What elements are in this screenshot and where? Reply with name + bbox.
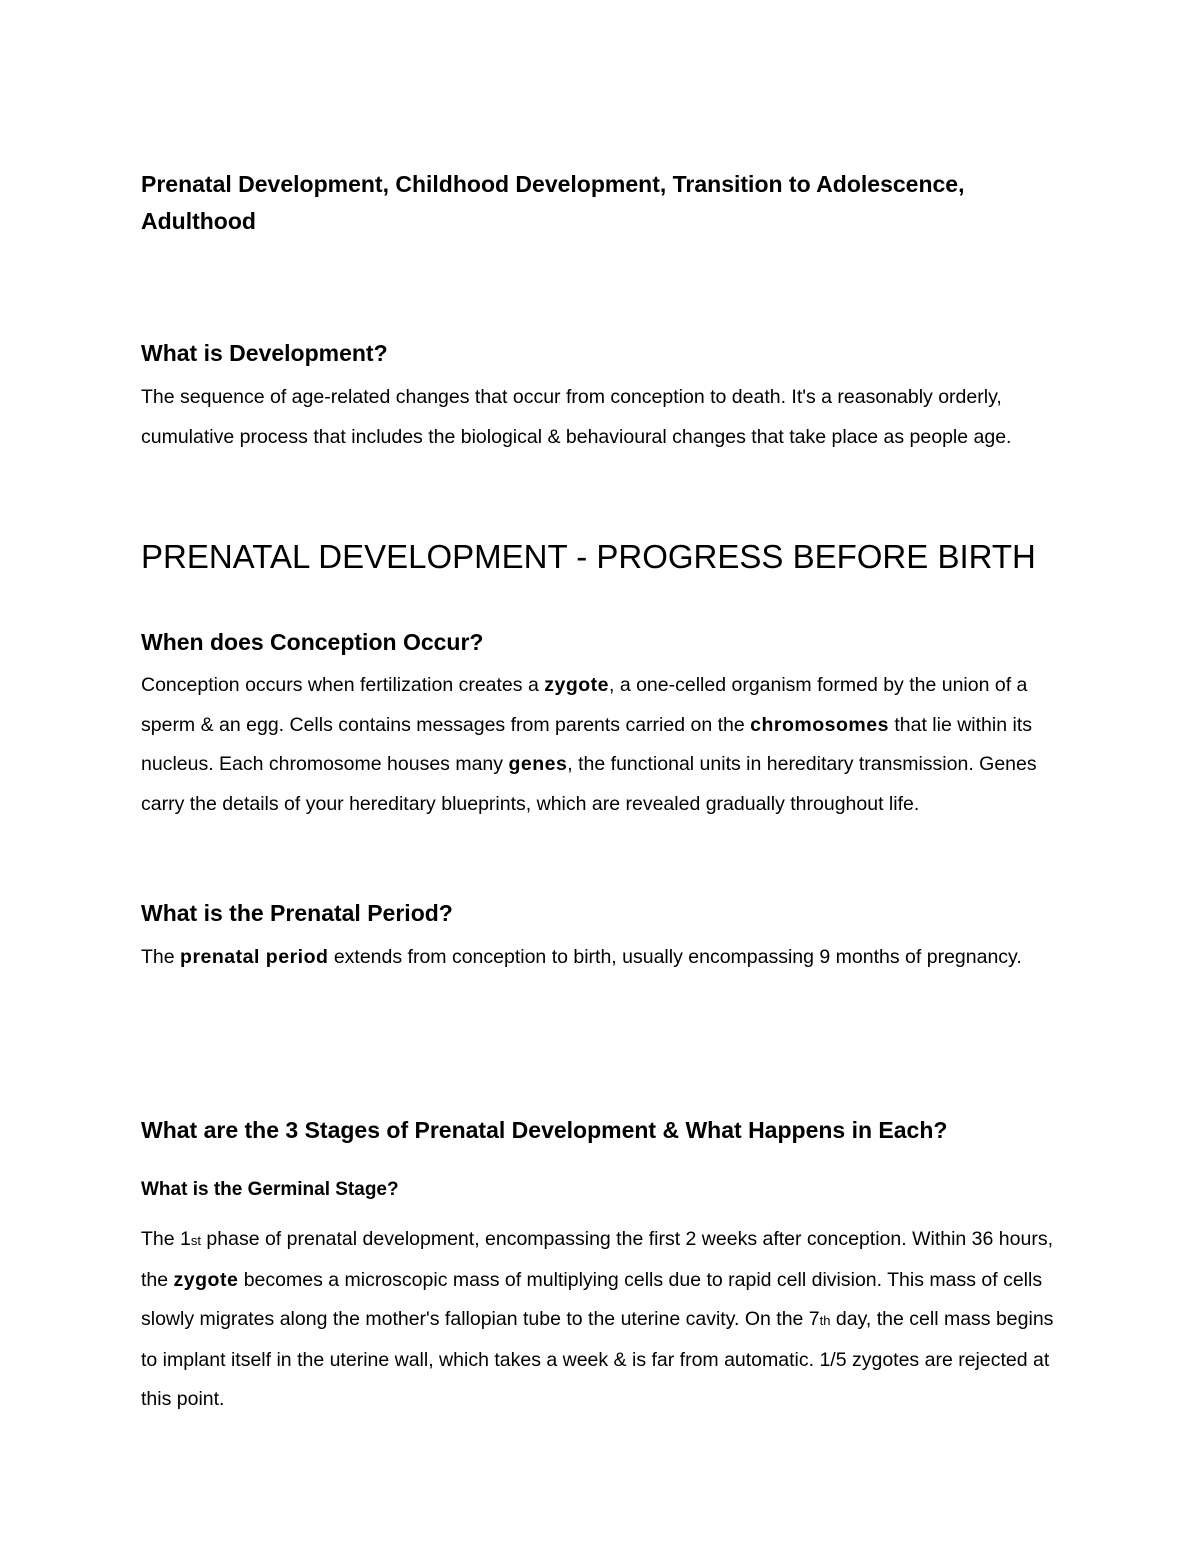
heading-conception: When does Conception Occur? (141, 629, 484, 655)
text-run: , a one-celled organism formed by the union of a sperm & an egg. Cells contains messages from parents carried on the (141, 674, 1028, 736)
text-run: , the functional units in hereditary transmission. Genes carry the details of your hereditary blueprints, which are revealed gradually throughout life. (141, 753, 1037, 815)
paragraph-prenatal-period (141, 937, 1066, 977)
text-run: phase of prenatal development, encompassing the first 2 weeks after conception. Within 36 hours, the (141, 1228, 1053, 1291)
ordinal-suffix: st (190, 1233, 201, 1248)
term-chromosomes: chromosomes (750, 713, 889, 736)
text-run: that lie within its nucleus. Each chromosome houses many (141, 713, 1032, 775)
heading-three-stages: What are the 3 Stages of Prenatal Development & What Happens in Each? (141, 1117, 948, 1143)
heading-prenatal-period: What is the Prenatal Period? (141, 900, 453, 926)
term-zygote: zygote (173, 1268, 239, 1291)
paragraph-conception (141, 666, 1066, 824)
section-heading-prenatal: PRENATAL DEVELOPMENT - PROGRESS BEFORE BIRTH (141, 538, 1036, 575)
term-prenatal-period: prenatal period (180, 946, 329, 968)
text-run: extends from conception to birth, usually encompassing 9 months of pregnancy. (328, 946, 1022, 968)
term-zygote: zygote (544, 674, 609, 696)
heading-germinal-stage: What is the Germinal Stage? (141, 1179, 399, 1200)
heading-what-is-development: What is Development? (141, 340, 388, 366)
text-run: Conception occurs when fertilization creates a (141, 674, 545, 696)
paragraph-germinal-stage (141, 1220, 1066, 1420)
text-run: The 1 (141, 1228, 191, 1250)
text-run: becomes a microscopic mass of multiplying cells due to rapid cell division. This mass of cells slowly migrates along the mother's fallopian tube to the uterine cavity. On the 7 (141, 1268, 1043, 1330)
document-title: Prenatal Development, Childhood Development, Transition to Adolescence, Adulthood (141, 171, 965, 234)
text-run: The (141, 946, 181, 968)
term-genes: genes (508, 753, 568, 775)
text-run: day, the cell mass begins to implant itself in the uterine wall, which takes a week & is far from automatic. 1/5 zygotes are rejected at this point. (141, 1308, 1054, 1410)
ordinal-suffix: th (819, 1313, 831, 1328)
paragraph-development-definition: The sequence of age-related changes that occur from conception to death. It's a reasonably orderly, cumulative process that includes the biological & behavioural changes that take place as people age. (141, 386, 1012, 448)
